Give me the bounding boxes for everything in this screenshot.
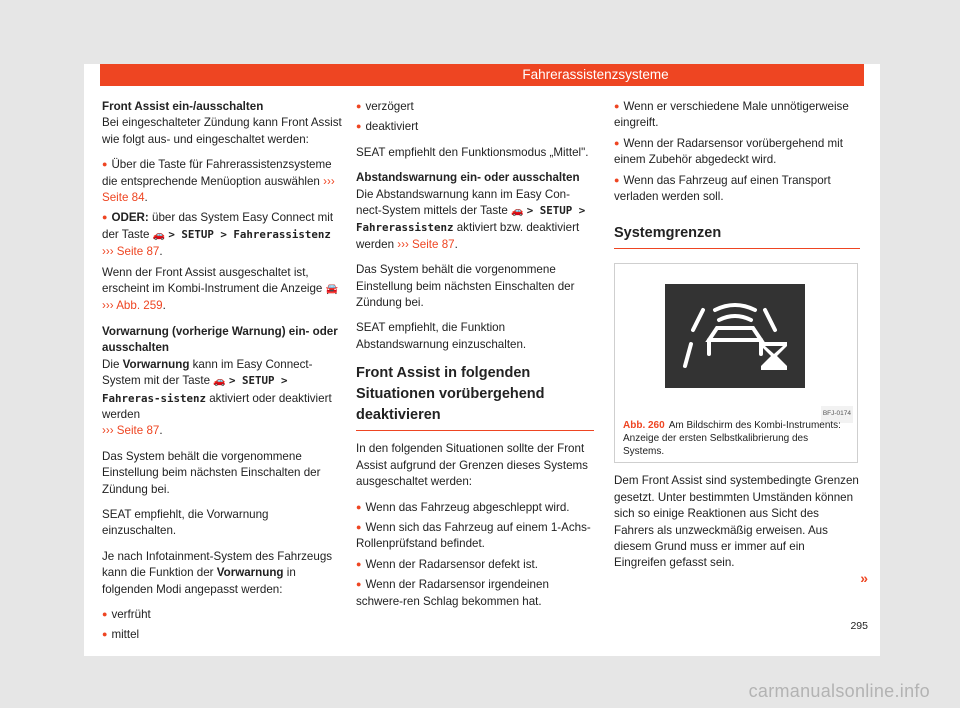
paragraph: In den folgenden Situationen sollte der Front Assist aufgrund der Grenzen dieses Systems ausgeschaltet werden: <box>356 442 588 489</box>
list-item: ● ODER: über das System Easy Connect mit der Taste 🚗 > SETUP > Fahrerassistenz ››› Seite 87. <box>102 210 342 260</box>
front-assist-warning-icon: 🚘 <box>325 284 339 296</box>
paragraph: Das System behält die vorgenommene Einstellung beim nächsten Einschalten der Zündung bei. <box>102 449 321 496</box>
paragraph: Bei eingeschalteter Zündung kann Front Assist wie folgt aus- und eingeschaltet werden: <box>102 116 342 146</box>
list-item: ● mittel <box>102 627 342 643</box>
paragraph: SEAT empfiehlt, die Vorwarnung einzuschalten. <box>102 507 269 538</box>
car-menu-icon: 🚗 <box>213 376 226 388</box>
list-item: ● Wenn das Fahrzeug abgeschleppt wird. <box>356 500 594 516</box>
watermark-text: carmanualsonline.info <box>748 681 930 701</box>
page-link[interactable]: ››› Seite 84 <box>102 174 335 205</box>
column-left <box>102 99 342 648</box>
figure-link[interactable]: Abb. 259 <box>116 299 163 313</box>
manual-page <box>84 64 880 656</box>
column-middle <box>356 99 594 614</box>
car-menu-icon: 🚗 <box>511 206 524 218</box>
page-link[interactable]: ››› Seite 87 <box>102 424 160 438</box>
heading-front-assist: Front Assist ein-/ausschalten <box>102 100 264 113</box>
list-item: ● Wenn das Fahrzeug auf einen Transport verladen werden soll. <box>614 173 860 206</box>
list-item: ● Wenn der Radarsensor defekt ist. <box>356 557 594 573</box>
chapter-title: Fahrerassistenzsysteme <box>522 67 669 82</box>
page-number: 295 <box>850 620 868 632</box>
list-item: ● Wenn er verschiedene Male unnötigerweise eingreift. <box>614 99 860 132</box>
heading-abstandswarnung: Abstandswarnung ein- oder ausschalten <box>356 171 580 185</box>
paragraph: SEAT empfiehlt, die Funktion Abstandswarnung einzuschalten. <box>356 321 527 351</box>
list-item: ● Wenn der Radarsensor irgendeinen schwere-ren Schlag bekommen hat. <box>356 577 594 610</box>
paragraph: Die Abstandswarnung kann im Easy Con-nect-System mittels der Taste 🚗 > SETUP > Fahrerassistenz aktiviert bzw. deaktiviert werden ››› Seite 87. <box>356 187 586 251</box>
paragraph: Je nach Infotainment-System des Fahrzeugs kann die Funktion der Vorwarnung in folgenden Modi angepasst werden: <box>102 549 333 596</box>
car-menu-icon: 🚗 <box>152 229 166 241</box>
list-item: ● deaktiviert <box>356 119 594 135</box>
list-item: ● Über die Taste für Fahrerassistenzsysteme die entsprechende Menüoption auswählen ››› Seite 84. <box>102 157 342 206</box>
figure-caption: Abb. 260 Am Bildschirm des Kombi-Instruments: Anzeige der ersten Selbstkalibrierung des Systems. <box>623 420 841 457</box>
column-right <box>614 99 860 581</box>
paragraph: SEAT empfiehlt den Funktionsmodus „Mittel". <box>356 145 589 159</box>
paragraph: Die Vorwarnung kann im Easy Connect-System mit der Taste 🚗 > SETUP > Fahreras-sistenz aktiviert oder deaktiviert werden ››› Seite 87. <box>102 357 332 438</box>
figure-260 <box>614 263 858 463</box>
list-item: ● verzögert <box>356 99 594 115</box>
page-link[interactable]: ››› Seite 87 <box>102 245 160 259</box>
heading-vorwarnung: Vorwarnung (vorherige Warnung) ein- oder ausschalten <box>102 324 338 355</box>
figure-label: Abb. 260 <box>623 420 665 432</box>
section-heading-systemgrenzen: Systemgrenzen <box>614 223 860 249</box>
figure-code: BFJ-0174 <box>821 406 853 422</box>
list-item: ● Wenn sich das Fahrzeug auf einem 1-Achs-Rollenprüfstand befindet. <box>356 520 594 553</box>
paragraph: Wenn der Front Assist ausgeschaltet ist, erscheint im Kombi-Instrument die Anzeige 🚘 ››› Abb. 259. <box>102 265 339 313</box>
paragraph: Das System behält die vorgenommene Einstellung beim nächsten Einschalten der Zündung bei. <box>356 263 575 310</box>
continued-arrow-icon: » <box>860 570 868 586</box>
page-link[interactable]: ››› Seite 87 <box>397 237 455 251</box>
paragraph: Dem Front Assist sind systembedingte Grenzen gesetzt. Unter bestimmten Umständen können sich so einige Reaktionen aus Sicht des Fahrers als unzweckmäßig erweisen. Aus diesem Grund muss er immer auf ein Eingreifen gefasst sein. <box>614 474 859 570</box>
list-item: ● verfrüht <box>102 607 342 623</box>
chapter-header <box>100 64 864 86</box>
section-heading-deaktivieren: Front Assist in folgenden Situationen vorübergehend deaktivieren <box>356 363 594 431</box>
calibration-display-icon <box>665 284 805 388</box>
list-item: ● Wenn der Radarsensor vorübergehend mit einem Zubehör abgedeckt wird. <box>614 136 860 169</box>
front-assist-calibration-icon <box>665 284 805 388</box>
